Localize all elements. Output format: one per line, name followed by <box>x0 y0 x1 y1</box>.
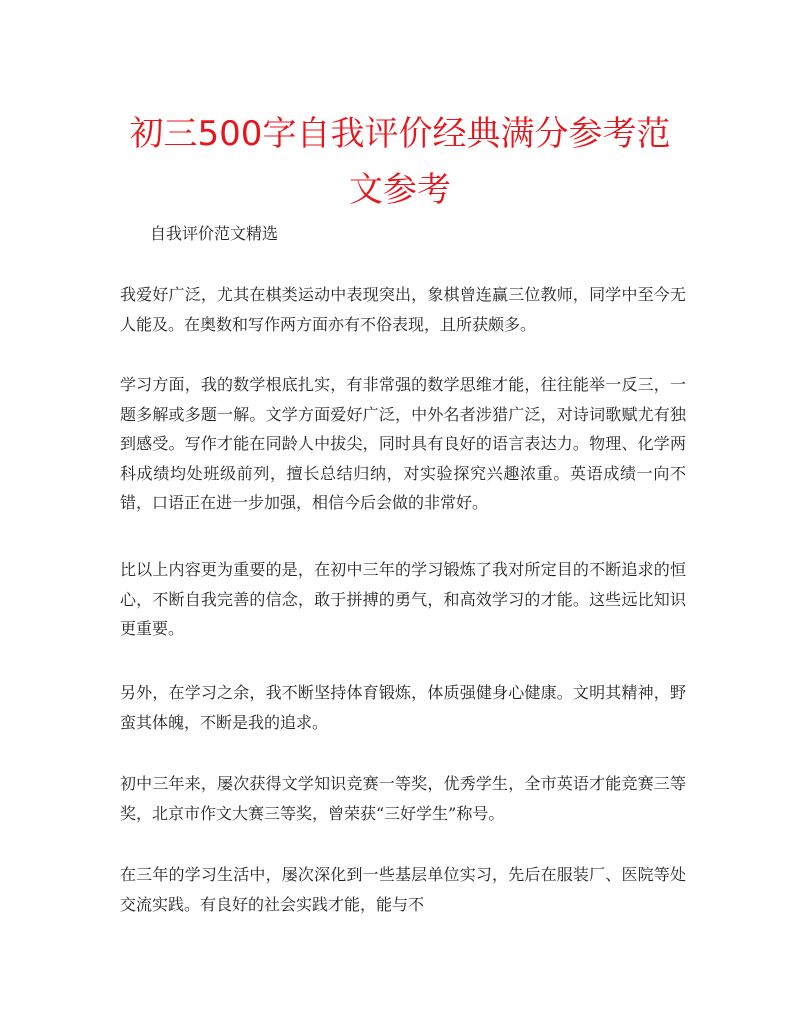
document-subtitle: 自我评价范文精选 <box>150 224 279 243</box>
paragraph-studies: 学习方面，我的数学根底扎实，有非常强的数学思维才能，往往能举一反三，一题多解或多题一解。文学方面爱好广泛，中外名者涉猎广泛，对诗词歌赋尤有独到感受。写作才能在同龄人中拔尖，同时具有良好的语言表达力。物理、化学两科成绩均处班级前列，擅长总结归纳，对实验探究兴趣浓重。英语成绩一向不错，口语正在进一步加强，相信今后会做的非常好。 <box>120 375 686 512</box>
paragraph-sports: 另外，在学习之余，我不断坚持体育锻炼，体质强健身心健康。文明其精神，野蛮其体魄，不断是我的追求。 <box>120 683 686 732</box>
paragraph-practice: 在三年的学习生活中，屡次深化到一些基层单位实习，先后在服装厂、医院等处交流实践。有良好的社会实践才能，能与不 <box>120 865 686 914</box>
document-title: 初三500字自我评价经典满分参考范文参考 <box>129 114 671 210</box>
paragraph-hobbies: 我爱好广泛，尤其在棋类运动中表现突出，象棋曾连赢三位教师，同学中至今无人能及。在奥数和写作两方面亦有不俗表现，且所获颇多。 <box>120 285 686 334</box>
paragraph-perseverance: 比以上内容更为重要的是，在初中三年的学习锻炼了我对所定目的不断追求的恒心，不断自我完善的信念，敢于拼搏的勇气，和高效学习的才能。这些远比知识更重要。 <box>120 560 686 638</box>
paragraph-awards: 初中三年来，屡次获得文学知识竞赛一等奖，优秀学生，全市英语才能竞赛三等奖，北京市作文大赛三等奖，曾荣获“三好学生”称号。 <box>120 774 686 823</box>
